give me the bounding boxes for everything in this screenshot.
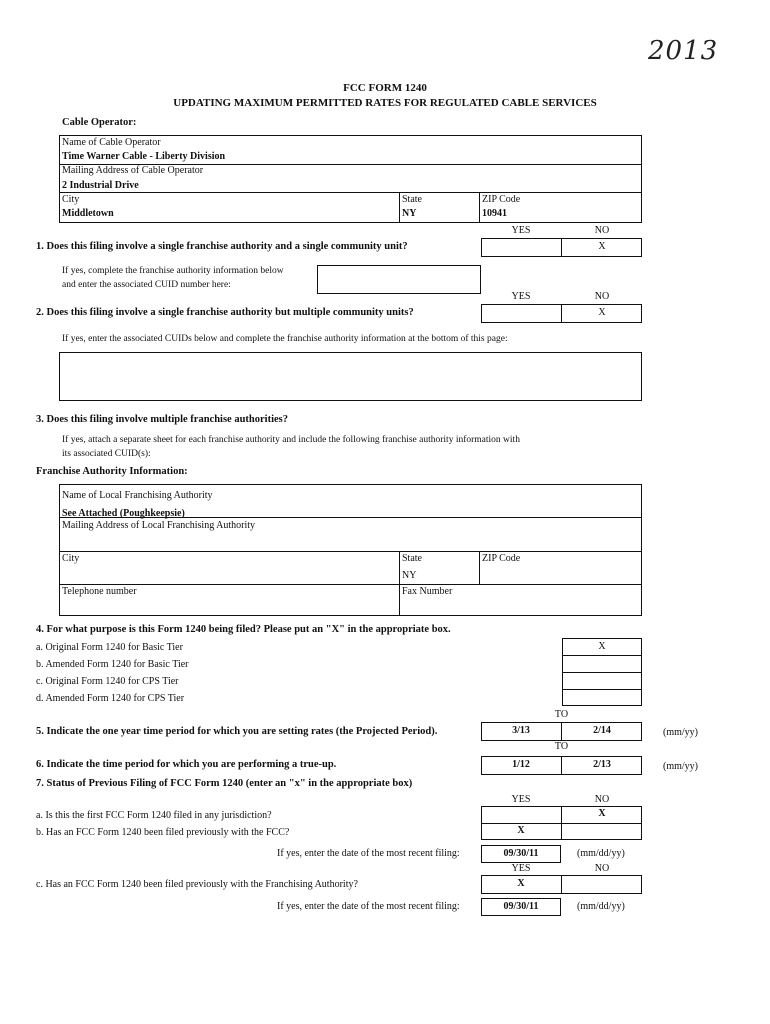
q7-yes-label: YES: [511, 794, 531, 805]
q1-no-cell[interactable]: X: [598, 241, 606, 252]
franchise-state-label: State: [402, 553, 422, 564]
q3-question: 3. Does this filing involve multiple franchise authorities?: [36, 414, 288, 425]
franchise-heading: Franchise Authority Information:: [36, 466, 188, 477]
q7a-no-cell[interactable]: X: [598, 808, 606, 819]
q7c-date-label: If yes, enter the date of the most recent filing:: [277, 901, 460, 912]
q7b-date-value[interactable]: 09/30/11: [503, 848, 539, 859]
q2-cuids-field[interactable]: [59, 352, 642, 401]
q6-to-label: TO: [554, 741, 569, 752]
q5-question: 5. Indicate the one year time period for which you are setting rates (the Projected Period).: [36, 726, 438, 737]
operator-city-value: Middletown: [62, 208, 114, 219]
q3-note-line1: If yes, attach a separate sheet for each franchise authority and include the following franchise authority information with: [62, 435, 520, 445]
q3-note-line2: its associated CUID(s):: [62, 449, 151, 459]
operator-zip-label: ZIP Code: [482, 194, 521, 205]
franchise-state-value: NY: [402, 570, 417, 581]
q4-option-d-label: d. Amended Form 1240 for CPS Tier: [36, 693, 185, 704]
cable-operator-heading: Cable Operator:: [62, 117, 137, 128]
operator-name-value: Time Warner Cable - Liberty Division: [62, 151, 226, 162]
franchise-box: [59, 484, 642, 616]
q5-to-label: TO: [554, 709, 569, 720]
q7c-yes-cell[interactable]: X: [517, 878, 525, 889]
form-subtitle: UPDATING MAXIMUM PERMITTED RATES FOR REGULATED CABLE SERVICES: [173, 97, 597, 109]
q6-from-cell[interactable]: 1/12: [512, 759, 530, 770]
q6-format: (mm/yy): [663, 761, 698, 772]
q2-question: 2. Does this filing involve a single franchise authority but multiple community units?: [36, 307, 414, 318]
cable-operator-box: [59, 135, 642, 223]
q7c-yes-label: YES: [511, 863, 531, 874]
q7c-date-format: (mm/dd/yy): [577, 901, 625, 912]
q1-note-line1: If yes, complete the franchise authority information below: [62, 266, 284, 276]
q4-option-c-label: c. Original Form 1240 for CPS Tier: [36, 676, 179, 687]
q7c-no-label: NO: [594, 863, 610, 874]
q5-format: (mm/yy): [663, 727, 698, 738]
franchise-city-label: City: [62, 553, 80, 564]
q1-no-label: NO: [594, 225, 610, 236]
q4-option-a-cell[interactable]: X: [598, 641, 606, 652]
q2-no-cell[interactable]: X: [598, 307, 606, 318]
franchise-name-label: Name of Local Franchising Authority: [62, 490, 213, 501]
operator-name-label: Name of Cable Operator: [62, 137, 161, 148]
q2-note: If yes, enter the associated CUIDs below and complete the franchise authority information at the bottom of this page:: [62, 334, 508, 344]
q4-option-b-label: b. Amended Form 1240 for Basic Tier: [36, 659, 189, 670]
operator-city-label: City: [62, 194, 80, 205]
q2-no-label: NO: [594, 291, 610, 302]
q2-yes-label: YES: [511, 291, 531, 302]
q6-to-cell[interactable]: 2/13: [593, 759, 611, 770]
q7b-date-label: If yes, enter the date of the most recent filing:: [277, 848, 460, 859]
q7b-question: b. Has an FCC Form 1240 been filed previously with the FCC?: [36, 827, 290, 838]
q5-to-cell[interactable]: 2/14: [593, 725, 611, 736]
franchise-fax-label: Fax Number: [402, 586, 453, 597]
q1-question: 1. Does this filing involve a single franchise authority and a single community unit?: [36, 241, 408, 252]
q7-no-label: NO: [594, 794, 610, 805]
q1-yes-label: YES: [511, 225, 531, 236]
q7c-question: c. Has an FCC Form 1240 been filed previously with the Franchising Authority?: [36, 879, 358, 890]
franchise-address-label: Mailing Address of Local Franchising Authority: [62, 520, 256, 531]
q4-question: 4. For what purpose is this Form 1240 being filed? Please put an "X" in the appropriate box.: [36, 624, 451, 635]
operator-state-value: NY: [402, 208, 417, 219]
q7-question: 7. Status of Previous Filing of FCC Form 1240 (enter an "x" in the appropriate box): [36, 778, 413, 789]
handwritten-year-note: 2013: [648, 36, 719, 66]
franchise-phone-label: Telephone number: [62, 586, 137, 597]
q1-note-line2: and enter the associated CUID number here:: [62, 280, 231, 290]
operator-zip-value: 10941: [482, 208, 507, 219]
operator-address-label: Mailing Address of Cable Operator: [62, 165, 204, 176]
q7b-yes-cell[interactable]: X: [517, 825, 525, 836]
q5-from-cell[interactable]: 3/13: [512, 725, 530, 736]
form-title: FCC FORM 1240: [343, 82, 427, 94]
operator-address-value: 2 Industrial Drive: [62, 180, 139, 191]
q7b-date-format: (mm/dd/yy): [577, 848, 625, 859]
operator-state-label: State: [402, 194, 422, 205]
franchise-zip-label: ZIP Code: [482, 553, 521, 564]
q4-option-a-label: a. Original Form 1240 for Basic Tier: [36, 642, 183, 653]
q7a-question: a. Is this the first FCC Form 1240 filed in any jurisdiction?: [36, 810, 272, 821]
q7c-date-value[interactable]: 09/30/11: [503, 901, 539, 912]
q6-question: 6. Indicate the time period for which you are performing a true-up.: [36, 759, 337, 770]
q1-cuid-field[interactable]: [317, 265, 481, 294]
franchise-name-value: See Attached (Poughkeepsie): [62, 508, 185, 519]
